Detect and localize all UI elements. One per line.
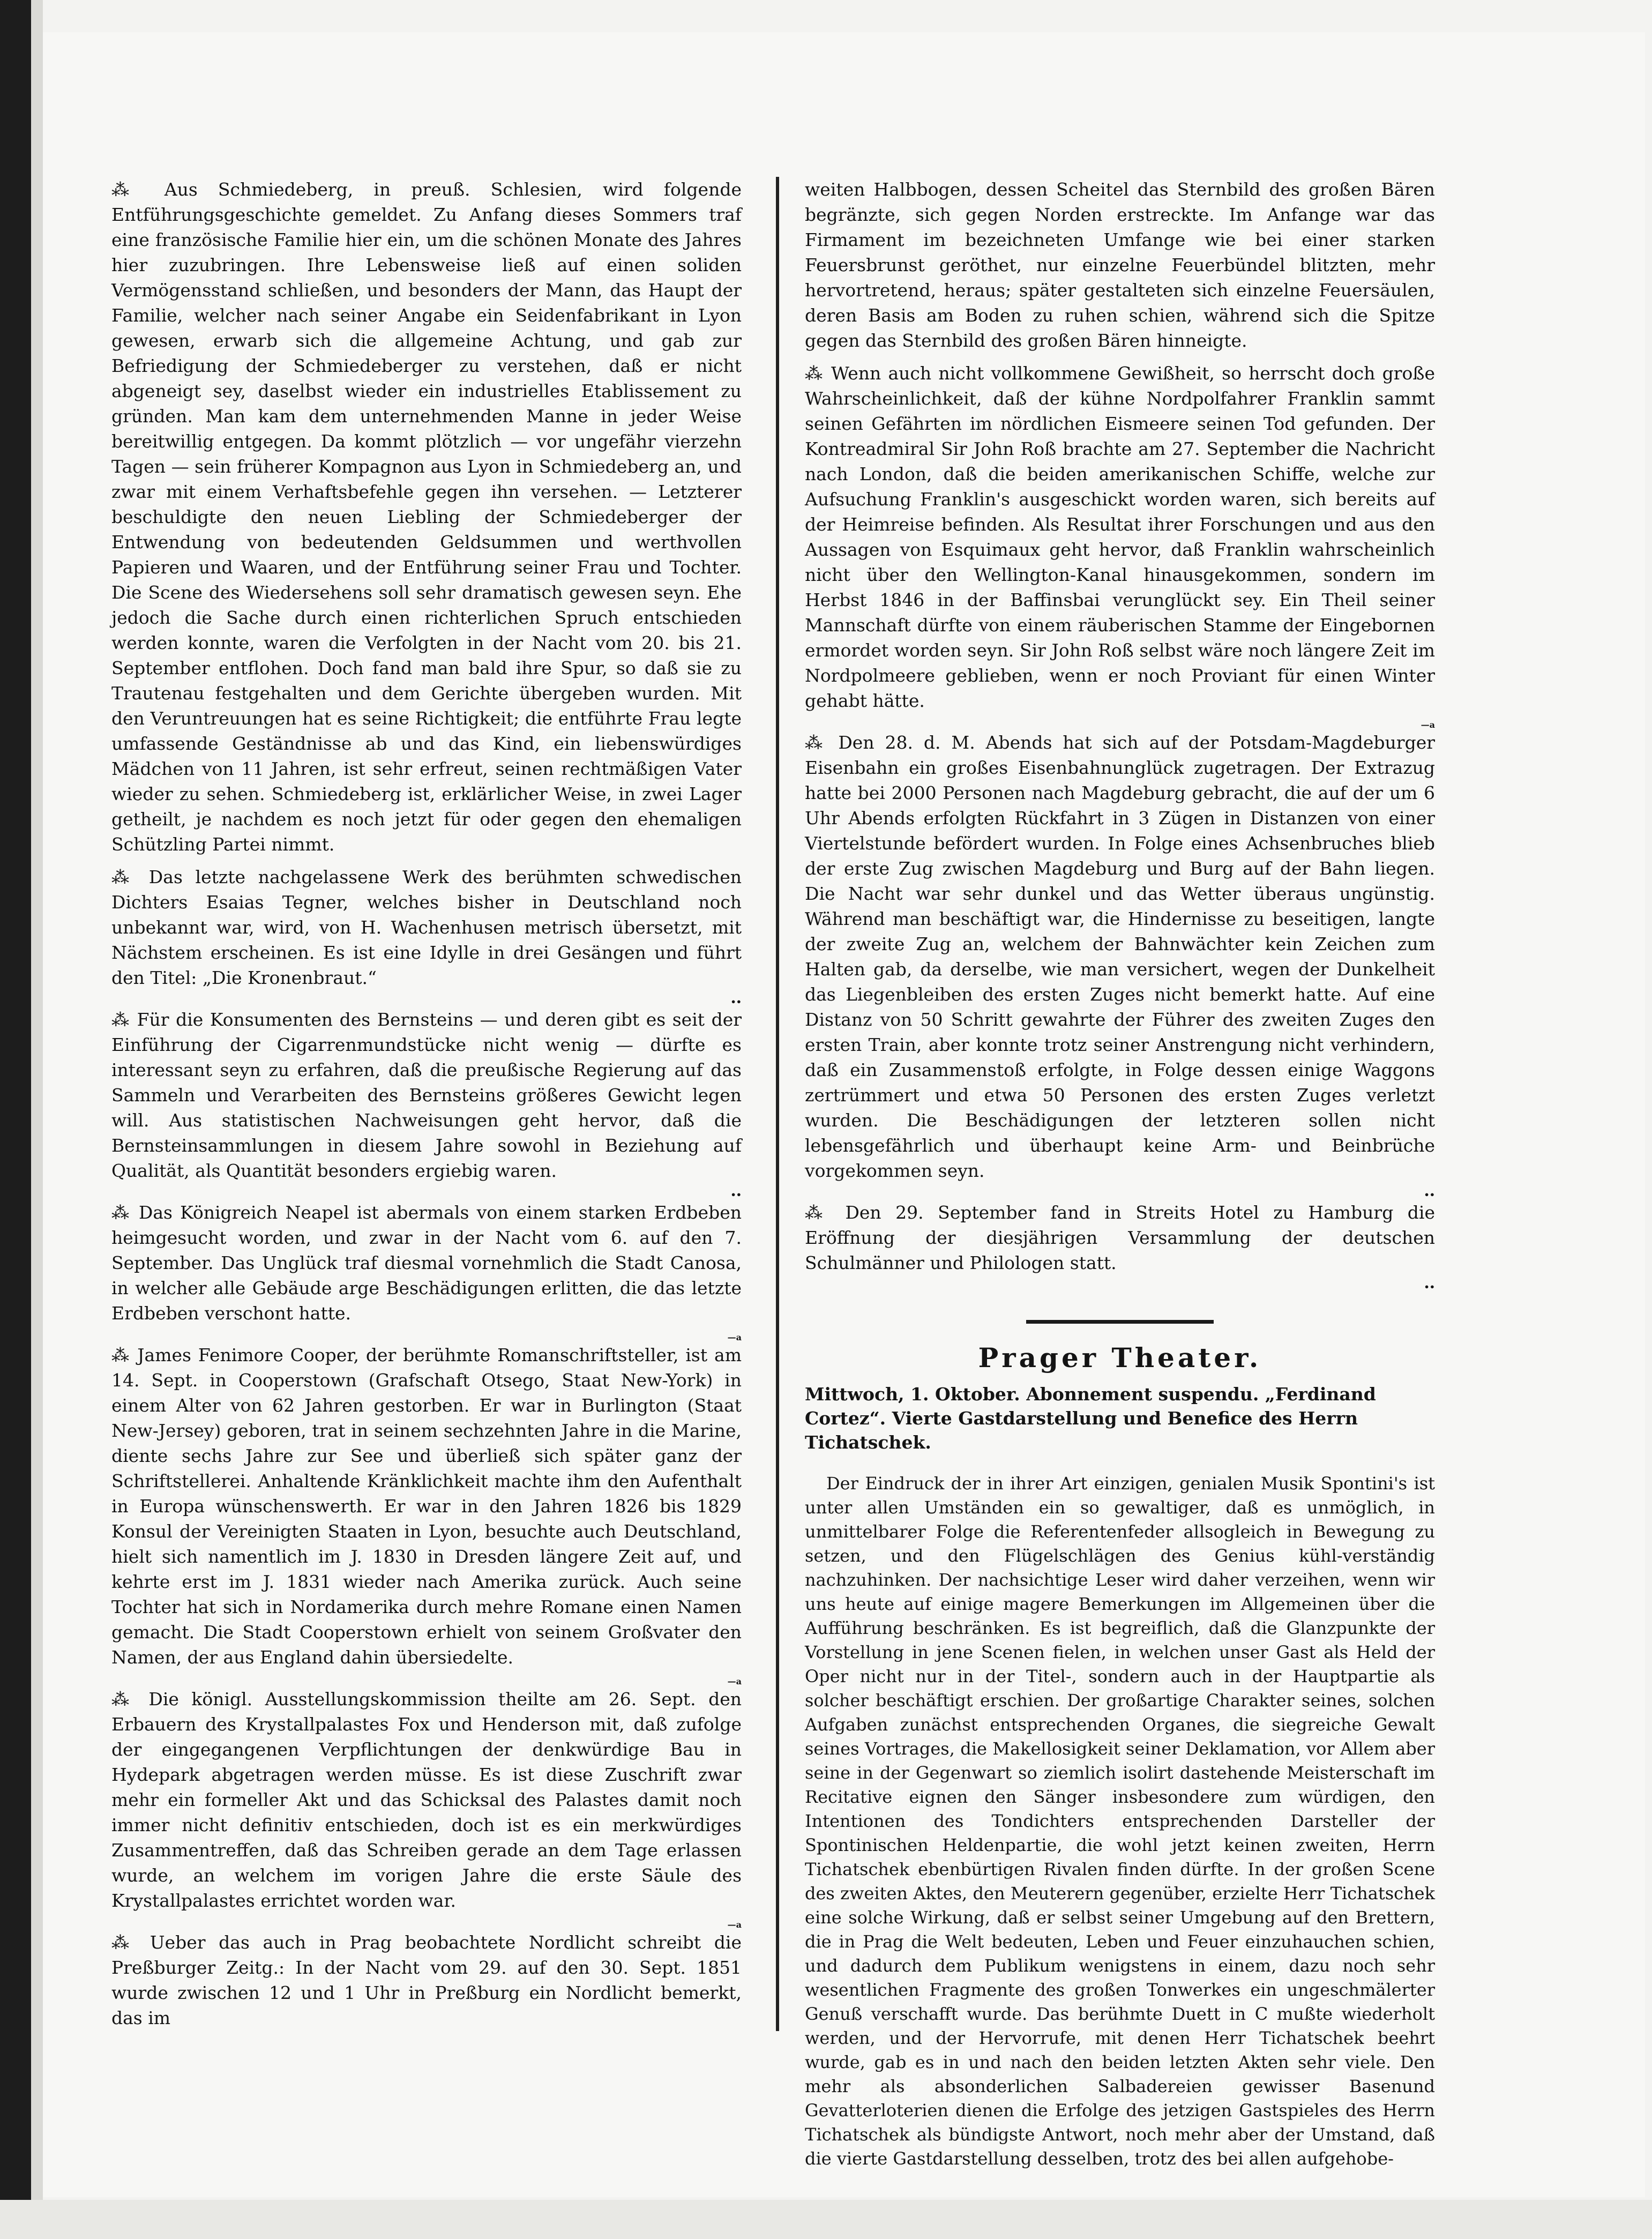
article-tegner: ⁂ Das letzte nachgelassene Werk des berühmten schwedischen Dichters Esaias Tegner, welches bisher in Deutschland noch unbekannt war, wird, von H. Wachenhusen metrisch übersetzt, mit Nächstem erscheinen. Es ist eine Idylle in drei Gesängen und führt den Titel: „Die Kronenbraut.“ bbox=[111, 867, 742, 988]
article-cooper: ⁂ James Fenimore Cooper, der berühmte Romanschriftsteller, ist am 14. Sept. in Cooperstown (Grafschaft Otsego, Staat New-York) in einem Alter von 62 Jahren gestorben. Er war in Burlington (Staat New-Jersey) geboren, trat in seinem sechzehnten Jahre in die Marine, diente sechs Jahre zur See und überließ sich später ganz der Schriftstellerei. Anhaltende Kränklichkeit machte ihm den Aufenthalt in Europa wünschenswerth. Er war in den Jahren 1826 bis 1829 Konsul der Vereinigten Staaten in Lyon, besuchte auch Deutschland, hielt sich namentlich im J. 1830 in Dresden längere Zeit auf, und kehrte erst im J. 1831 wieder nach Amerika zurück. Auch seine Tochter hat sich in Nordamerika durch mehre Romane einen Namen gemacht. Die Stadt Cooperstown erhielt von seinem Großvater den Namen, der aus England dahin übersiedelte. bbox=[111, 1345, 742, 1668]
article-krystallpalast: ⁂ Die königl. Ausstellungskommission theilte am 26. Sept. den Erbauern des Krystallpalastes Fox und Henderson mit, daß zufolge der eingegangenen Verpflichtungen der denkwürdige Bau in Hydepark abgetragen werden müsse. Es ist diese Zuschrift zwar mehr ein formeller Akt und das Schicksal des Palastes damit noch immer nicht definitiv entschieden, doch ist es ein merkwürdiges Zusammentreffen, daß das Schreiben gerade an dem Tage erlassen wurde, an welchem im vorigen Jahre die erste Säule des Krystallpalastes errichtet worden war. bbox=[111, 1689, 742, 1911]
left-column bbox=[111, 177, 742, 2038]
article-signature: •• bbox=[1424, 1282, 1435, 1292]
article-neapel: ⁂ Das Königreich Neapel ist abermals von einem starken Erdbeben heimgesucht worden, und zwar in der Nacht vom 6. auf den 7. September. Das Unglück traf diesmal vornehmlich die Stadt Canosa, in welcher alle Gebäude arge Beschädigungen erlitten, die das letzte Erdbeben verschont hatte. bbox=[111, 1202, 742, 1324]
article-franklin: ⁂ Wenn auch nicht vollkommene Gewißheit, so herrscht doch große Wahrscheinlichkeit, daß der kühne Nordpolfahrer Franklin sammt seinen Gefährten im nördlichen Eismeere seinen Tod gefunden. Der Kontreadmiral Sir John Roß brachte am 27. September die Nachricht nach London, daß die beiden amerikanischen Schiffe, welche zur Aufsuchung Franklin's ausgeschickt worden waren, sich bereits auf der Heimreise befinden. Als Resultat ihrer Forschungen und aus den Aussagen von Esquimaux geht hervor, daß Franklin wahrscheinlich nicht über den Wellington-Kanal hinausgekommen, sondern im Herbst 1846 in der Baffinsbai verunglückt sey. Ein Theil seiner Mannschaft dürfte von einem räuberischen Stamme der Eingebornen ermordet worden seyn. Sir John Roß selbst wäre noch längere Zeit im Nordpolmeere geblieben, wenn er noch Proviant für einen Winter gehabt hätte. bbox=[805, 363, 1435, 711]
article-signature: •• bbox=[730, 1190, 742, 1200]
scan-left-edge bbox=[0, 0, 31, 2239]
article-nordlicht: ⁂ Ueber das auch in Prag beobachtete Nordlicht schreibt die Preßburger Zeitg.: In der Nacht vom 29. auf den 30. Sept. 1851 wurde zwischen 12 und 1 Uhr in Preßburg ein Nordlicht bemerkt, das im bbox=[111, 1932, 742, 2028]
article-schmiedeberg: ⁂ Aus Schmiedeberg, in preuß. Schlesien, wird folgende Entführungsgeschichte gemeldet. Zu Anfang dieses Sommers traf eine französische Familie hier ein, um die schönen Monate des Jahres hier zuzubringen. Ihre Lebensweise ließ auf einen soliden Vermögensstand schließen, und besonders der Mann, das Haupt der Familie, welcher nach seiner Angabe ein Seidenfabrikant in Lyon gewesen, erwarb sich die allgemeine Achtung, und gab zur Befriedigung der Schmiedeberger zu verstehen, daß er nicht abgeneigt sey, daselbst wieder ein industrielles Etablissement zu gründen. Man kam dem unternehmenden Manne in jeder Weise bereitwillig entgegen. Da kommt plötzlich — vor ungefähr vierzehn Tagen — sein früherer Kompagnon aus Lyon in Schmiedeberg an, und zwar mit einem Verhaftsbefehle gegen ihn versehen. — Letzterer beschuldigte den neuen Liebling der Schmiedeberger der Entwendung von bedeutenden Geldsummen und werthvollen Papieren und Waaren, und der Entführung seiner Frau und Tochter. Die Scene des Wiedersehens soll sehr dramatisch gewesen seyn. Ehe jedoch die Sache durch einen richterlichen Spruch entschieden werden konnte, waren die Verfolgten in der Nacht vom 20. bis 21. September entflohen. Doch fand man bald ihre Spur, so daß sie zu Trautenau festgehalten und dem Gerichte übergeben wurden. Mit den Veruntreuungen hat es seine Richtigkeit; die entführte Frau legte umfassende Geständnisse ab und das Kind, ein liebenswürdiges Mädchen von 11 Jahren, ist sehr erfreut, seinen rechtmäßigen Vater wieder zu sehen. Schmiedeberg ist, erklärlicher Weise, in zwei Lager getheilt, je nachdem es noch jetzt für oder gegen den ehemaligen Schützling Partei nimmt. bbox=[111, 179, 742, 855]
article-signature: •• bbox=[730, 997, 742, 1007]
article-signature: —a bbox=[727, 1676, 742, 1686]
theater-headline: Mittwoch, 1. Oktober. Abonnement suspendu. „Ferdinand Cortez“. Vierte Gastdarstellung und Benefice des Herrn Tichatschek. bbox=[805, 1384, 1376, 1453]
theater-review-body: Der Eindruck der in ihrer Art einzigen, genialen Musik Spontini's ist unter allen Umständen ein so gewaltiger, daß es unmöglich, in unmittelbarer Folge die Referentenfeder allsogleich in Bewegung zu setzen, und den Flügelschlägen des Genius kühl-verständig nachzuhinken. Der nachsichtige Leser wird daher verzeihen, wenn wir uns heute auf einige magere Bemerkungen im Allgemeinen über die Aufführung beschränken. Es ist begreiflich, daß die Glanzpunkte der Vorstellung in jene Scenen fielen, in welchen unser Gast als Held der Oper nicht nur in der Titel-, sondern auch in der Hauptpartie als solcher beschäftigt erschien. Der großartige Charakter seines, solchen Aufgaben zunächst entsprechenden Organes, die siegreiche Gewalt seines Vortrages, die Makellosigkeit seiner Deklamation, vor Allem aber seine in der Gegenwart so ziemlich isolirt dastehende Meisterschaft im Recitative eignen den Sänger insbesondere zum würdigen, den Intentionen des Tondichters entsprechenden Darsteller der Spontinischen Heldenpartie, die wohl jetzt keinen zweiten, Herrn Tichatschek ebenbürtigen Rivalen finden dürfte. In der großen Scene des zweiten Aktes, den Meuterern gegenüber, erzielte Herr Tichatschek eine solche Wirkung, daß er selbst seiner Umgebung auf den Brettern, die in Prag die Welt bedeuten, Leben und Feuer einzuhauchen schien, und dadurch dem Publikum wenigstens in einem, dazu noch sehr wesentlichen Fragmente des großen Tonwerkes ein ungeschmälerter Genuß verschafft wurde. Das berühmte Duett in C mußte wiederholt werden, und der Hervorrufe, mit denen Herr Tichatschek beehrt wurde, gab es in und nach den beiden letzten Akten sehr viele. Den mehr als absonderlichen Salbadereien gewisser Basenund Gevatterloterien dienen die Erfolge des jetzigen Gastspieles des Herrn Tichatschek als bündigste Antwort, noch mehr aber der Umstand, daß die vierte Gastdarstellung desselben, trotz des bei allen aufgehobe- bbox=[805, 1473, 1435, 2169]
column-divider bbox=[776, 177, 779, 2031]
article-philologen: ⁂ Den 29. September fand in Streits Hotel zu Hamburg die Eröffnung der diesjährigen Versammlung der deutschen Schulmänner und Philologen statt. bbox=[805, 1202, 1435, 1273]
article-nordlicht-continued: weiten Halbbogen, dessen Scheitel das Sternbild des großen Bären begränzte, sich gegen Norden erstreckte. Im Anfange war das Firmament im bezeichneten Umfange wie bei einer starken Feuersbrunst geröthet, nur einzelne Feuerbündel blitzten, mehr hervortretend, heraus; später gestalteten sich einzelne Feuersäulen, deren Basis am Boden zu ruhen schien, während sich die Spitze gegen das Sternbild des großen Bären hinneigte. bbox=[805, 179, 1435, 351]
article-signature: •• bbox=[1424, 1190, 1435, 1200]
theater-section-title: Prager Theater. bbox=[978, 1342, 1262, 1374]
article-bernstein: ⁂ Für die Konsumenten des Bernsteins — und deren gibt es seit der Einführung der Cigarrenmundstücke nicht wenig — dürfte es interessant seyn zu erfahren, daß die preußische Regierung auf das Sammeln und Verarbeiten des Bernsteins größeres Gewicht legen will. Aus statistischen Nachweisungen geht hervor, daß die Bernsteinsammlungen in diesem Jahre sowohl in Beziehung auf Qualität, als Quantität besonders ergiebig waren. bbox=[111, 1009, 742, 1181]
section-divider bbox=[1026, 1320, 1214, 1324]
article-signature: —a bbox=[727, 1332, 742, 1342]
article-signature: —a bbox=[1421, 720, 1435, 730]
article-signature: —a bbox=[727, 1920, 742, 1930]
right-column bbox=[805, 177, 1435, 2188]
scan-bottom-edge bbox=[0, 2200, 1652, 2239]
article-eisenbahnunglueck: ⁂ Den 28. d. M. Abends hat sich auf der Potsdam-Magdeburger Eisenbahn ein großes Eisenbahnunglück zugetragen. Der Extrazug hatte bei 2000 Personen nach Magdeburg gebracht, die auf der um 6 Uhr Abends erfolgten Rückfahrt in 3 Zügen in Distanzen von einer Viertelstunde befördert wurden. In Folge eines Achsenbruches blieb der erste Zug zwischen Magdeburg und Burg auf der Bahn liegen. Die Nacht war sehr dunkel und das Wetter überaus ungünstig. Während man beschäftigt war, die Hindernisse zu beseitigen, langte der zweite Zug an, welchem der Bahnwächter kein Zeichen zum Halten gab, da derselbe, wie man versichert, wegen der Dunkelheit das Liegenbleiben des ersten Zuges nicht bemerkt hatte. Auf eine Distanz von 50 Schritt gewahrte der Führer des zweiten Zuges den ersten Train, aber konnte trotz seiner Anstrengung nicht verhindern, daß ein Zusammenstoß erfolgte, in Folge dessen einige Waggons zertrümmert und etwa 50 Personen des ersten Zuges verletzt wurden. Die Beschädigungen der letzteren sollen nicht lebensgefährlich und überhaupt keine Arm- und Beinbrüche vorgekommen seyn. bbox=[805, 732, 1435, 1181]
scan-gutter bbox=[31, 0, 43, 2239]
